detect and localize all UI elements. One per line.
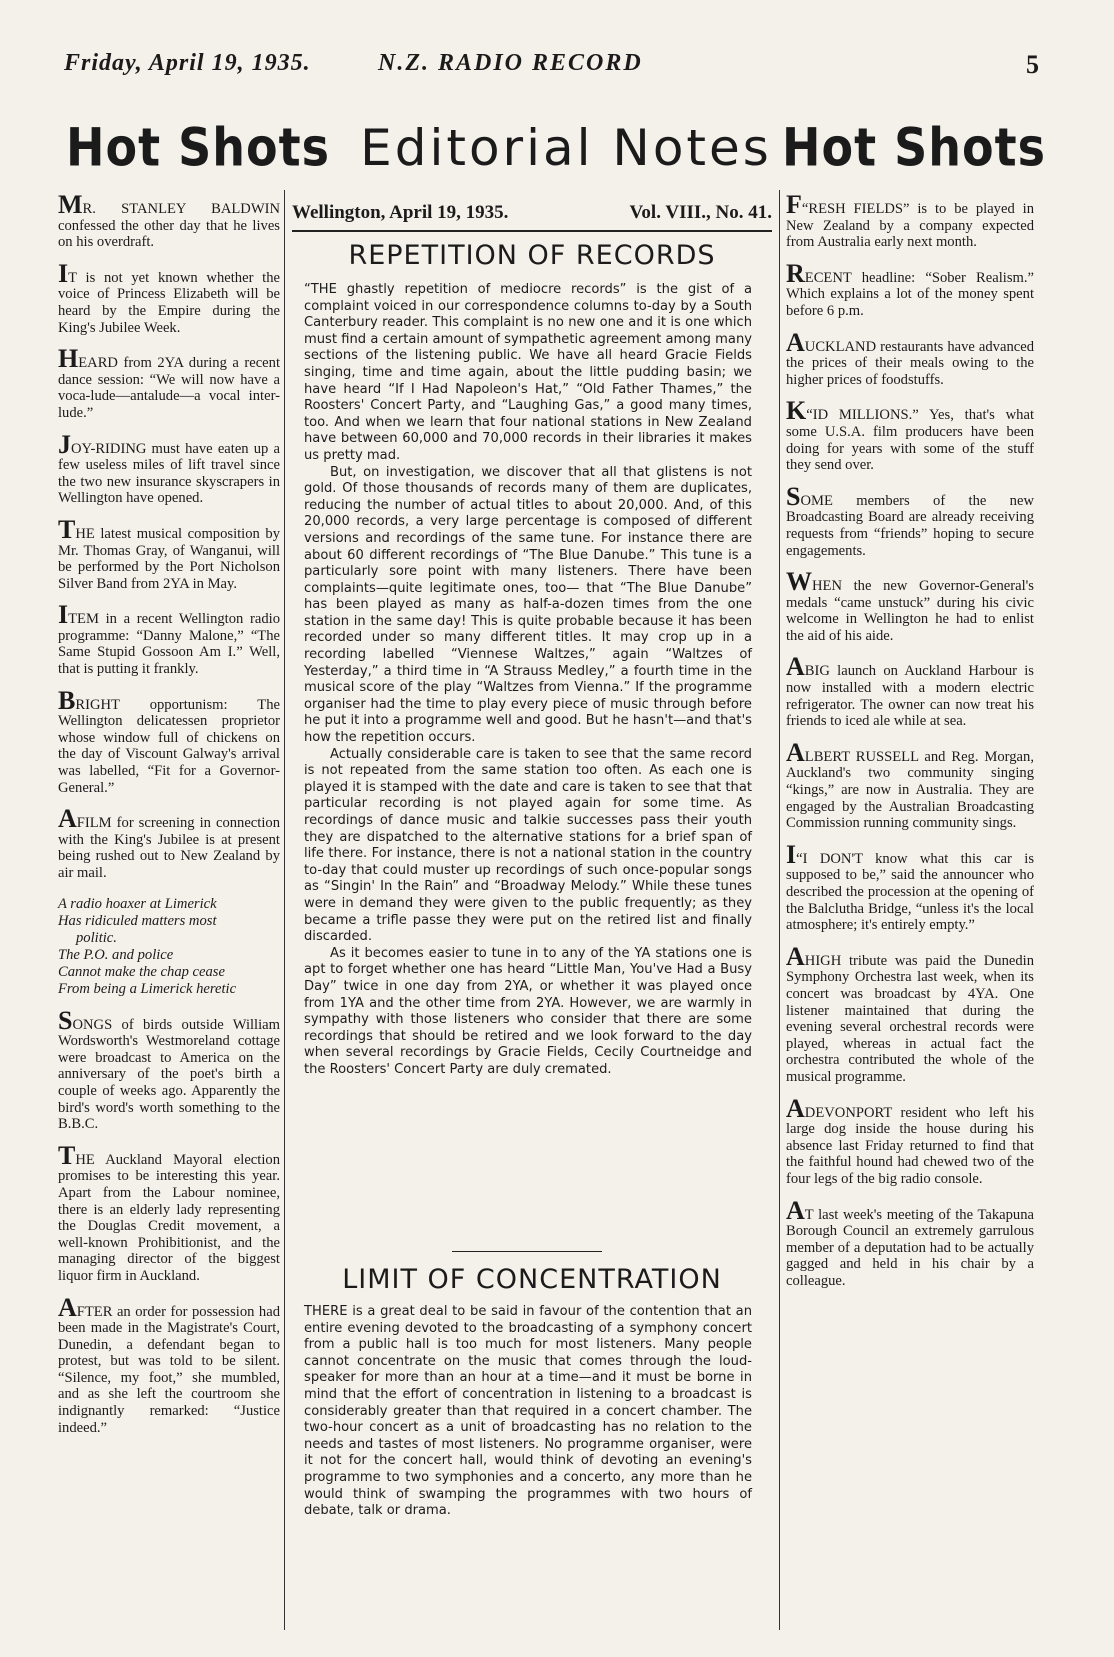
news-paragraph [58,685,280,797]
news-paragraph [786,190,1034,251]
drop-cap: M [58,190,83,219]
paragraph-text: BIG launch on Auckland Harbour is now installed with a modern electric refrigerator. The owner can now treat his friends to iced ale while at sea. [786,663,1034,730]
news-paragraph [786,327,1034,389]
drop-cap: A [786,1195,805,1225]
paragraph-text: “ID MILLIONS.” Yes, that's what some U.S.A. film producers have been doing for years with some of the stuff they send over. [786,407,1034,474]
drop-cap: T [58,1140,76,1170]
drop-cap: R [786,258,805,288]
editorial-notes-title: Editorial Notes [360,119,772,177]
news-paragraph [786,941,1034,1086]
verse-line: Cannot make the chap cease [58,963,225,980]
drop-cap: I [58,258,69,288]
drop-cap: W [786,567,812,597]
paragraph-text: T last week's meeting of the Takapuna Borough Council an extremely garrulous member of a deputation had to be actually gagged and held in his chair by a colleague. [786,1206,1034,1289]
issue-volume: Vol. VIII., No. 41. [629,202,772,223]
drop-cap: H [58,344,79,374]
page-number: 5 [1026,50,1040,79]
news-paragraph [58,804,280,881]
news-paragraph [58,258,280,336]
verse-line: A radio hoaxer at Limerick [58,895,217,912]
article-paragraph: “THE ghastly repetition of mediocre records” is the gist of a complaint voiced in our correspondence columns to-day by a South Canterbury reader. This complaint is no new one and it is one which must find a certain amount of sympathetic agreement among many sections of the listening public. We have all heard Gracie Fields singing, time and time again, about the little pudding basin; we have heard “If I Had Napoleon's Hat,” “Old Father Thames,” the Roosters' Concert Party, and “Laughing Gas,” a good many times, too. And when we learn that four national stations in New Zealand have between 60,000 and 70,000 records in their libraries it makes us pretty mad. [304,282,752,463]
news-paragraph [58,344,280,421]
drop-cap: A [786,737,805,767]
hot-shots-right-column [786,190,1034,1303]
news-paragraph [786,396,1034,474]
paragraph-text: HE latest musical composition by Mr. Thomas Gray, of Wanganui, will be performed by the Port Nicholson Silver Band from 2YA in May. [58,525,280,592]
news-paragraph [786,481,1034,559]
paragraph-text: OME members of the new Broadcasting Board are already receiving requests from “friends” hoping to secure engagements. [786,492,1034,559]
column-divider-right [779,190,780,1630]
paragraph-text: ONGS of birds outside William Wordsworth's Westmoreland cottage were broadcast to America on the anniversary of the poet's birth a couple of weeks ago. Apparently the bird's word's worth something to the B.B.C. [58,1016,280,1133]
article-paragraph: As it becomes easier to tune in to any of the YA stations one is apt to forget whether one has heard “Little Man, You've Had a Busy Day” twice in one day from 2YA, or whether it was played once from 1YA and the other time from 2YA. However, we are warmly in sympathy with those listeners who consider that there are some recordings that should be retired and we look forward to the day when several recordings by Gracie Fields, Cecily Courtneidge and the Roosters' Concert Party are duly cremated. [304,945,752,1077]
news-paragraph [58,600,280,678]
hot-shots-left-title: Hot Shots [66,115,330,179]
drop-cap: T [58,514,76,544]
paragraph-text: HIGH tribute was paid the Dunedin Symphony Orchestra last week, when its concert was broadcast by 4YA. One listener maintained that during the evening several orchestral records were played, whereas in actual fact the orchestra contributed the whole of the musical programme. [786,952,1034,1085]
article-repetition-of-records [304,282,752,1079]
paragraph-text: LBERT RUSSELL and Reg. Morgan, Auckland's two community singing “kings,” are now in Australia. They are engaged by the Australian Broadcasting Commission running community sings. [786,748,1034,832]
issue-place-date: Wellington, April 19, 1935. [292,202,509,223]
paragraph-text: HEN the new Governor-General's medals “came unstuck” during his civic welcome in Wellington he had to enlist the aid of his aide. [786,578,1034,644]
news-paragraph [58,1140,280,1285]
hot-shots-right-title: Hot Shots [782,115,1046,179]
issue-line [292,196,772,232]
drop-cap: A [786,652,805,682]
drop-cap: A [786,941,805,971]
article-separator [452,1251,602,1252]
verse-line: Has ridiculed matters most [58,912,217,929]
drop-cap: S [58,1005,73,1035]
verse-line: From being a Limerick heretic [58,980,237,997]
news-paragraph [58,429,280,507]
verse-line: politic. [76,929,117,946]
news-paragraph [786,567,1034,644]
paragraph-text: EARD from 2YA during a recent dance session: “We will now have a voca-lude—antalude—a vocal inter-lude.” [58,355,280,421]
paragraph-text: RIGHT opportunism: The Wellington delicatessen proprietor whose window full of chickens on the day of Viscount Galway's arrival was labelled, “Fit for a Governor-General.” [58,696,280,796]
paragraph-text: HE Auckland Mayoral election promises to be interesting this year. Apart from the Labour nominee, there is an elderly lady representing the Douglas Credit movement, a well-known Prohibitionist, and the managing director of the biggest liquor firm in Auckland. [58,1151,280,1284]
news-paragraph [58,1292,280,1437]
drop-cap: A [786,1093,805,1123]
news-paragraph [58,1005,280,1133]
paragraph-text: “I DON'T know what this car is supposed to be,” said the announcer who described the procession at the opening of the Balclutha Bridge, “unless it's the local atmosphere; it's entirely empty.” [786,850,1034,934]
article-paragraph: THERE is a great deal to be said in favour of the contention that an entire evening devoted to the broadcasting of a symphony concert from a public hall is too much for most listeners. Many people cannot concentrate on the music that comes through the loud-speaker for more than an hour at a time—and it must be borne in mind that the effort of concentration in listening to a broadcast is considerably greater than that required in a concert chamber. The two-hour concert as a unit of broadcasting has no relation to the needs and tastes of most listeners. No programme organiser, were it not for the concert hall, would think of devoting an evening's programme to two symphonies and a concerto, any more than he would think of swamping the programmes with two hours of debate, talk or drama. [304,1304,752,1519]
news-paragraph [786,258,1034,320]
drop-cap: I [58,600,69,630]
article-paragraph: But, on investigation, we discover that all that glistens is not gold. Of those thousands of records many of them are duplicates, reducing the number of actual titles to about 20,000. And, of this 20,000 records, a very large percentage is composed of different versions and recordings of the same tune. For instance there are about 60 different recordings of “The Blue Danube.” This tune is a particularly sore point with many listeners. There have been complaints—quite legitimate ones, too— that “The Blue Danube” has been played as many as half-a-dozen times from the one station in the same day! This is quite probable because it has been recorded under so many different titles. It may crop up in a recording labelled “Viennese Waltzes,” again “Waltzes of Yesterday,” a third time in “A Strauss Medley,” a fourth time in the musical score of the play “Waltzes from Vienna.” If the programme organiser had the time to play every piece of music through before he put it into a programme well and good. But he hasn't—and that's how the repetition occurs. [304,464,752,746]
paragraph-text: OY-RIDING must have eaten up a few useless miles of lift travel since the two new insurance skyscrapers in Wellington have opened. [58,440,280,507]
hot-shots-left-column [58,190,280,1450]
drop-cap: S [786,481,801,511]
drop-cap: A [58,804,77,834]
masthead [56,112,1046,190]
headline-repetition-of-records: REPETITION OF RECORDS [348,240,716,271]
news-paragraph [58,514,280,592]
headline-limit-of-concentration: LIMIT OF CONCENTRATION [342,1264,722,1295]
paragraph-text: “RESH FIELDS” is to be played in New Zealand by a company expected from Australia early next month. [786,201,1034,251]
drop-cap: A [58,1292,77,1322]
drop-cap: I [786,839,797,869]
article-paragraph: Actually considerable care is taken to see that the same record is not repeated from the same station too often. As each one is played it is stamped with the date and care is taken to see that that particular recording is not played again for some time. As recordings of dance music and talkie successes pass their youth they are dispatched to the alternative stations for a brief span of life there. For instance, there is not a national station in the country to-day that could muster up recordings of such once-popular songs as “Singin' In the Rain” and “Broadway Melody.” While these tunes were in demand they were given to the public frequently; as they became a trifle passe they were put on the retired list and finally discarded. [304,746,752,945]
publication-name: N.Z. RADIO RECORD [378,50,643,76]
paragraph-text: R. STANLEY BALDWIN confessed the other day that he lives on his overdraft. [58,201,280,251]
page-header [60,46,1040,86]
news-paragraph [786,1093,1034,1188]
limerick-verse [58,896,280,998]
column-divider-left [284,190,285,1630]
news-paragraph [58,190,280,251]
news-paragraph [786,652,1034,730]
drop-cap: K [786,396,807,426]
drop-cap: A [786,327,805,357]
paragraph-text: TEM in a recent Wellington radio programme: “Danny Malone,” “The Same Stupid Gossoon Am I.” Well, that is putting it frankly. [58,611,280,678]
drop-cap: F [786,190,802,219]
news-paragraph [786,839,1034,934]
paragraph-text: FILM for screening in connection with the King's Jubilee is at present being rushed out to New Zealand by air mail. [58,815,280,881]
paragraph-text: FTER an order for possession had been made in the Magistrate's Court, Dunedin, a defendant began to protest, but was told to be silent. “Silence, my foot,” she mumbled, and as she left the courtroom she indignantly remarked: “Justice indeed.” [58,1303,280,1436]
news-paragraph [786,737,1034,832]
paragraph-text: T is not yet known whether the voice of Princess Elizabeth will be heard by the Empire during the King's Jubilee Week. [58,269,280,336]
drop-cap: J [58,429,71,459]
verse-line: The P.O. and police [58,946,174,963]
paragraph-text: ECENT headline: “Sober Realism.” Which explains a lot of the money spent before 6 p.m. [786,269,1034,319]
paragraph-text: UCKLAND restaurants have advanced the prices of their meals owing to the higher prices of foodstuffs. [786,338,1034,388]
issue-date: Friday, April 19, 1935. [64,50,311,76]
news-paragraph [786,1195,1034,1290]
drop-cap: B [58,685,76,715]
paragraph-text: DEVONPORT resident who left his large dog inside the house during his absence last Friday returned to find that the faithful hound had chewed two of the four legs of the big radio console. [786,1104,1034,1187]
article-limit-of-concentration [304,1304,752,1520]
